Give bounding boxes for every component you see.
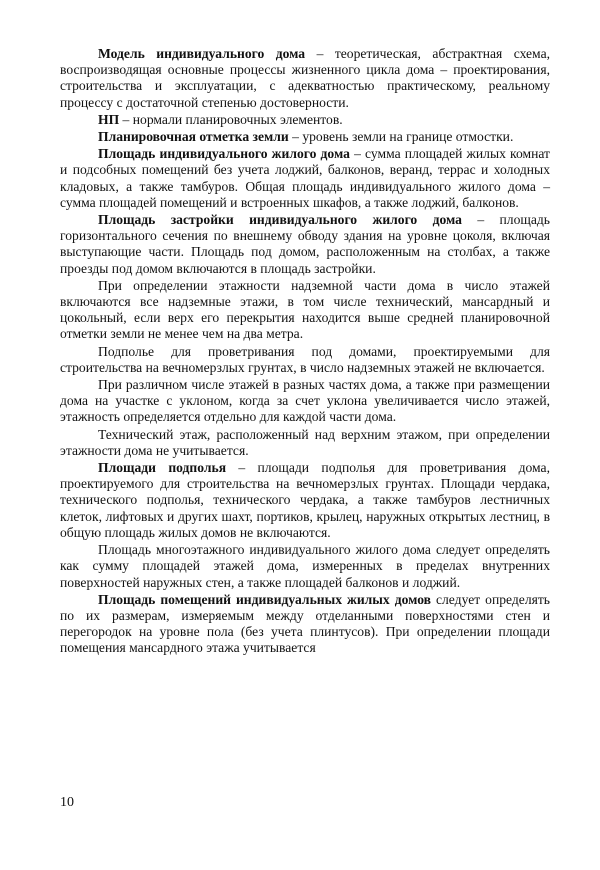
page-body bbox=[60, 46, 550, 658]
body-text: Площадь многоэтажного индивидуального жилого дома следует определять как сумму площадей этажей дома, измеренных в пределах внутренних поверхностей наружных стен, а также площадей балконов и лоджий. bbox=[60, 542, 550, 590]
body-text: При различном числе этажей в разных частях дома, а также при размещении дома на участке с уклоном, когда за счет уклона увеличивается число этажей, этажность определяется отдельно для каждой части дома. bbox=[60, 377, 550, 425]
paragraph-slope bbox=[60, 377, 550, 426]
term: Планировочная отметка земли bbox=[98, 129, 289, 145]
paragraph-crawlspace-area bbox=[60, 460, 550, 541]
paragraph-building-area bbox=[60, 212, 550, 277]
paragraph-house-area bbox=[60, 146, 550, 211]
term: НП bbox=[98, 111, 120, 127]
paragraph-multistorey-area bbox=[60, 542, 550, 591]
definition-text: – теоретическая, абстрактная схема, воспроизводящая основные процессы жизненного цикла дома – проектирования, строительства и эксплуатации, с адекватностью практическому, реальному процессу с достаточной степенью достоверности. bbox=[60, 46, 550, 110]
paragraph-room-area bbox=[60, 592, 550, 657]
definition-text: – площади подполья для проветривания дома, проектируемого для строительства на вечномерзлых грунтах. Площади чердака, технического подполья, технического чердака, а также тамбуров лестничных клеток, лифтовых и других шахт, портиков, крылец, наружных открытых лестниц, в общую площадь жилых домов не включаются. bbox=[60, 460, 550, 540]
paragraph-crawlspace bbox=[60, 344, 550, 376]
term: Модель индивидуального дома bbox=[98, 46, 306, 61]
paragraph-np-definition bbox=[60, 112, 550, 128]
definition-text: – нормали планировочных элементов. bbox=[119, 111, 343, 127]
definition-text: следует определять по их размерам, измеряемым между отделанными поверхностями стен и перегородок на уровне пола (без учета плинтусов). При определении площади помещения мансардного этажа учитывается bbox=[60, 591, 551, 656]
paragraph-model-definition bbox=[60, 46, 550, 111]
paragraph-ground-level bbox=[60, 129, 550, 145]
definition-text: – площадь горизонтального сечения по внешнему обводу здания на уровне цоколя, включая выступающие части. Площадь под домом, расположенным на столбах, а также проезды под домом включаются в площадь застройки. bbox=[60, 212, 550, 276]
body-text: При определении этажности надземной части дома в число этажей включаются все надземные этажи, в том числе технический, мансардный и цокольный, если верх его перекрытия находится выше средней планировочной отметки земли не менее чем на два метра. bbox=[60, 277, 550, 342]
term: Площадь помещений индивидуальных жилых домов bbox=[98, 591, 431, 607]
definition-text: – сумма площадей жилых комнат и подсобных помещений без учета лоджий, балконов, веранд, террас и холодных кладовых, а также тамбуров. Общая площадь индивидуального жилого дома – сумма площадей помещений и встроенных шкафов, а также лоджий, балконов. bbox=[60, 146, 550, 210]
body-text: Технический этаж, расположенный над верхним этажом, при определении этажности дома не учитывается. bbox=[60, 426, 550, 458]
term: Площадь застройки индивидуального жилого дома bbox=[98, 212, 462, 228]
term: Площади подполья bbox=[98, 460, 227, 476]
term: Площадь индивидуального жилого дома bbox=[98, 146, 350, 162]
paragraph-technical-floor bbox=[60, 427, 550, 459]
paragraph-storeys bbox=[60, 278, 550, 343]
definition-text: – уровень земли на границе отмостки. bbox=[288, 129, 514, 145]
page-number: 10 bbox=[60, 795, 74, 810]
body-text: Подполье для проветривания под домами, проектируемыми для строительства на вечномерзлых грунтах, в число надземных этажей не включается. bbox=[60, 343, 550, 375]
